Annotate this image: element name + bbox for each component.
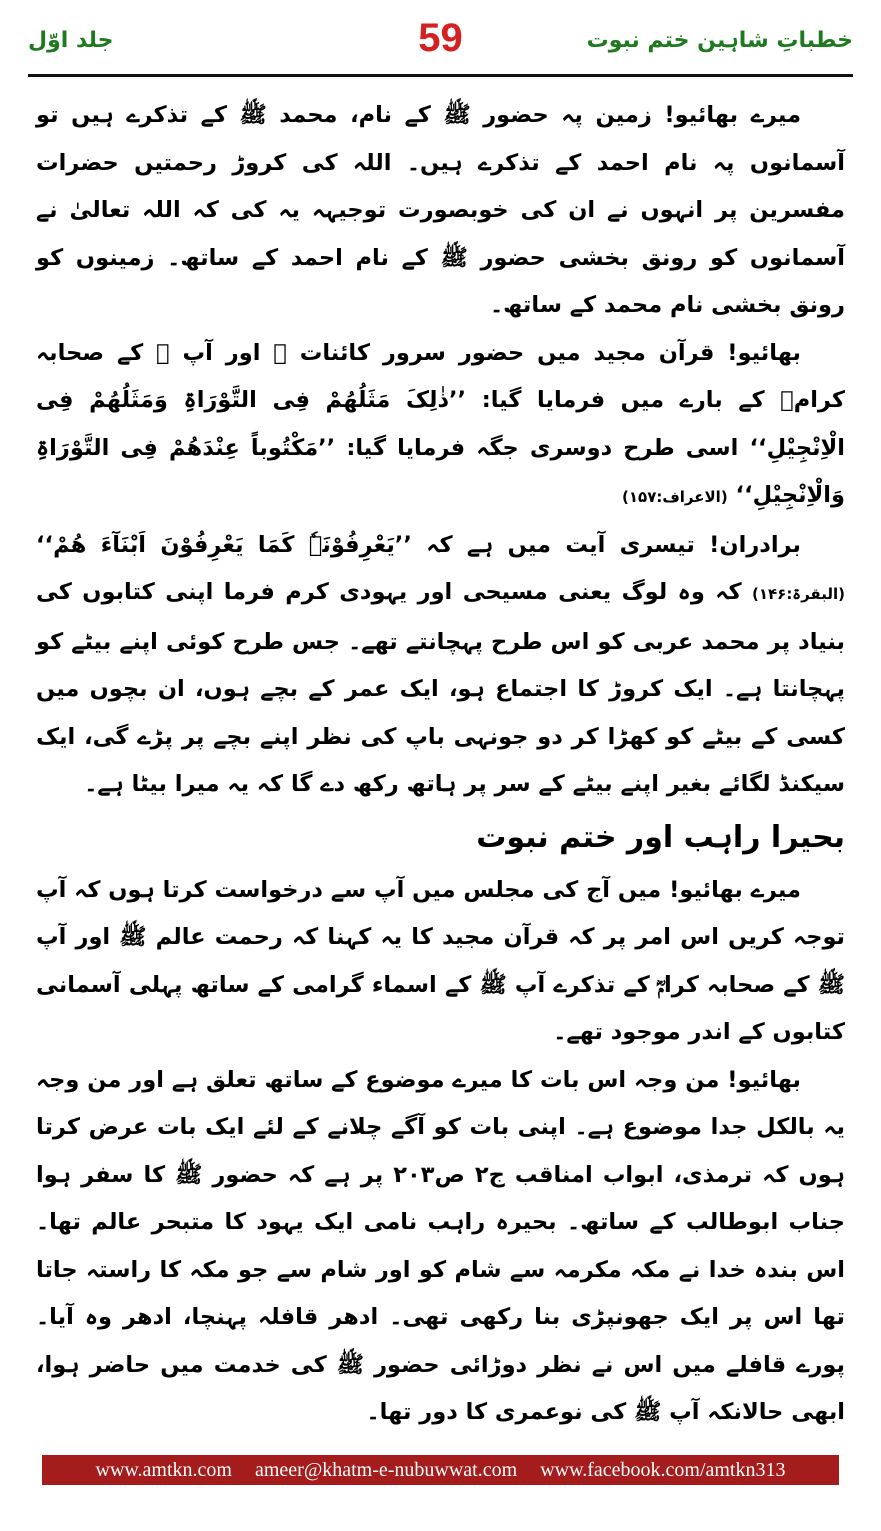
paragraph-text: بھائیو! قرآن مجید میں حضور سرور کائنات ﷺ اور آپ ﷺ کے صحابہ کرامؓ کے بارے میں فرمایا گیا: ’’ذٰلِکَ مَثَلُھُمْ فِی التَّوْرَاۃِ وَمَثَلُھُمْ فِی الْاِنْجِیْلِ‘‘ اسی طرح دوسری جگہ فرمایا گیا: ’’مَکْتُوباً عِنْدَھُمْ فِی التَّوْرَاۃِ وَالْاِنْجِیْلِ‘‘ <box>36 339 845 508</box>
facebook-link[interactable]: www.facebook.com/amtkn313 <box>540 1459 786 1481</box>
paragraph-text: برادران! تیسری آیت میں ہے کہ ’’یَعْرِفُوْنَہٗ کَمَا یَعْرِفُوْنَ اَبْنَآءَ ھُمْ‘‘ <box>36 531 801 558</box>
paragraph <box>36 522 845 809</box>
website-link[interactable]: www.amtkn.com <box>95 1459 232 1481</box>
page-header <box>28 14 853 70</box>
paragraph <box>36 330 845 522</box>
email-link[interactable]: ameer@khatm-e-nubuwwat.com <box>254 1459 518 1481</box>
paragraph: میرے بھائیو! زمین پہ حضور ﷺ کے نام، محمد ﷺ کے تذکرے ہیں تو آسمانوں پہ نام احمد کے تذکرے ہیں۔ اللہ کی کروڑ رحمتیں حضرات مفسرین پر انہوں نے ان کی خوبصورت توجیہہ یہ کی کہ اللہ تعالیٰ نے آسمانوں کو رونق بخشی حضور ﷺ کے نام احمد کے ساتھ۔ زمینوں کو رونق بخشی نام محمد کے ساتھ۔ <box>36 102 845 318</box>
section-heading: بحیرا راہب اور ختم نبوت <box>476 819 845 855</box>
citation: (الاعراف:۱۵۷) <box>622 488 728 506</box>
citation: (البقرۃ:۱۴۶) <box>751 585 845 603</box>
paragraph: بھائیو! من وجہ اس بات کا میرے موضوع کے ساتھ تعلق ہے اور من وجہ یہ بالکل جدا موضوع ہے۔ اپنی بات کو آگے چلانے کے لئے ایک بات عرض کرتا ہوں کہ ترمذی، ابواب امناقب ج۲ ص۲۰۳ پر ہے کہ حضور ﷺ کا سفر ہوا جناب ابوطالب کے ساتھ۔ بحیرہ راہب نامی ایک یہود کا متبحر عالم تھا۔ اس بندہ خدا نے مکہ مکرمہ سے شام کو اور شام سے جو مکہ کا راستہ جاتا تھا اس پر ایک جھونپڑی بنا رکھی تھی۔ ادھر قافلہ پہنچا، ادھر وہ آیا۔ پورے قافلے میں اس نے نظر دوڑائی حضور ﷺ کی خدمت میں حاضر ہوا، ابھی حالانکہ آپ ﷺ کی نوعمری کا دور تھا۔ <box>36 1066 845 1425</box>
volume-label: جلد اوّل <box>28 28 114 53</box>
page-body <box>36 92 845 1439</box>
header-divider <box>28 74 853 77</box>
page-number: 59 <box>418 16 463 60</box>
footer-bar <box>42 1455 839 1485</box>
book-title: خطباتِ شاہین ختم نبوت <box>586 28 853 53</box>
paragraph-text: کہ وہ لوگ یعنی مسیحی اور یہودی کرم فرما اپنی کتابوں کی بنیاد پر محمد عربی کو اس طرح پہچانتے تھے۔ جس طرح کوئی اپنے بیٹے کو پہچانتا ہے۔ ایک کروڑ کا اجتماع ہو، ایک عمر کے بچے ہوں، ان بچوں میں کسی کے بیٹے کو کھڑا کر دو جونہی باپ کی نظر اپنے بچے پر پڑے گی، ایک سیکنڈ لگائے بغیر اپنے بیٹے کے سر پر ہاتھ رکھ دے گا کہ یہ میرا بیٹا ہے۔ <box>36 579 845 797</box>
paragraph: میرے بھائیو! میں آج کی مجلس میں آپ سے درخواست کرتا ہوں کہ آپ توجہ کریں اس امر پر کہ قرآن مجید کا یہ کہنا کہ رحمت عالم ﷺ اور آپ ﷺ کے صحابہ کرامؓ کے تذکرے آپ ﷺ کے اسماء گرامی کے ساتھ پہلی آسمانی کتابوں کے اندر موجود تھے۔ <box>36 876 845 1045</box>
